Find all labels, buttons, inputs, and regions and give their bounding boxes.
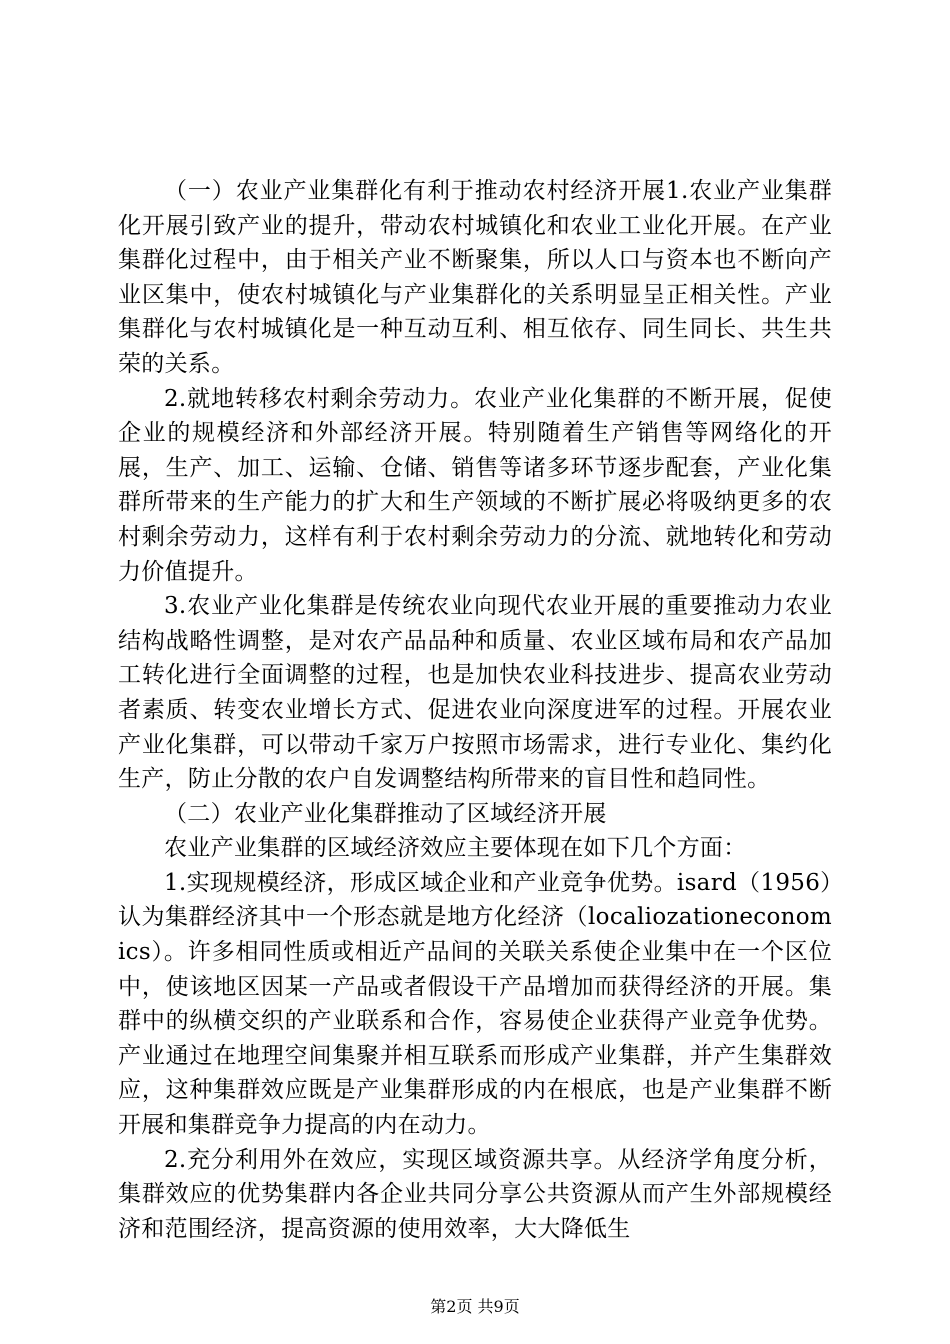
paragraph-6: 1.实现规模经济，形成区域企业和产业竞争优势。isard（1956）认为集群经济其中一个形态就是地方化经济（localiozationeconomics）。许多相同性质或相近产品间的关联关系使企业集中在一个区位中，使该地区因某一产品或者假设干产品增加而获得经济的开展。集群中的纵横交织的产业联系和合作，容易使企业获得产业竞争优势。产业通过在地理空间集聚并相互联系而形成产业集群，并产生集群效应，这种集群效应既是产业集群形成的内在根底，也是产业集群不断开展和集群竞争力提高的内在动力。 — [118, 869, 832, 1139]
page-footer: 第2页 共9页 — [430, 1297, 520, 1316]
paragraph-1: （一）农业产业集群化有利于推动农村经济开展1.农业产业集群化开展引致产业的提升，带动农村城镇化和农业工业化开展。在产业集群化过程中，由于相关产业不断聚集，所以人口与资本也不断向产业区集中，使农村城镇化与产业集群化的关系明显呈正相关性。产业集群化与农村城镇化是一种互动互利、相互依存、同生同长、共生共荣的关系。 — [118, 178, 832, 377]
section-heading-2: （二）农业产业化集群推动了区域经济开展 — [164, 800, 607, 827]
paragraph-3: 3.农业产业化集群是传统农业向现代农业开展的重要推动力农业结构战略性调整，是对农产品品种和质量、农业区域布局和农产品加工转化进行全面调整的过程，也是加快农业科技进步、提高农业劳动者素质、转变农业增长方式、促进农业向深度进军的过程。开展农业产业化集群，可以带动千家万户按照市场需求，进行专业化、集约化生产，防止分散的农户自发调整结构所带来的盲目性和趋同性。 — [118, 593, 832, 793]
paragraph-7: 2.充分利用外在效应，实现区域资源共享。从经济学角度分析，集群效应的优势集群内各企业共同分享公共资源从而产生外部规模经济和范围经济，提高资源的使用效率，大大降低生 — [118, 1146, 832, 1242]
paragraph-2: 2.就地转移农村剩余劳动力。农业产业化集群的不断开展，促使企业的规模经济和外部经济开展。特别随着生产销售等网络化的开展，生产、加工、运输、仓储、销售等诸多环节逐步配套，产业化集群所带来的生产能力的扩大和生产领域的不断扩展必将吸纳更多的农村剩余劳动力，这样有利于农村剩余劳动力的分流、就地转化和劳动力价值提升。 — [118, 385, 832, 585]
paragraph-5: 农业产业集群的区域经济效应主要体现在如下几个方面： — [164, 835, 747, 862]
document-body — [118, 174, 832, 1246]
